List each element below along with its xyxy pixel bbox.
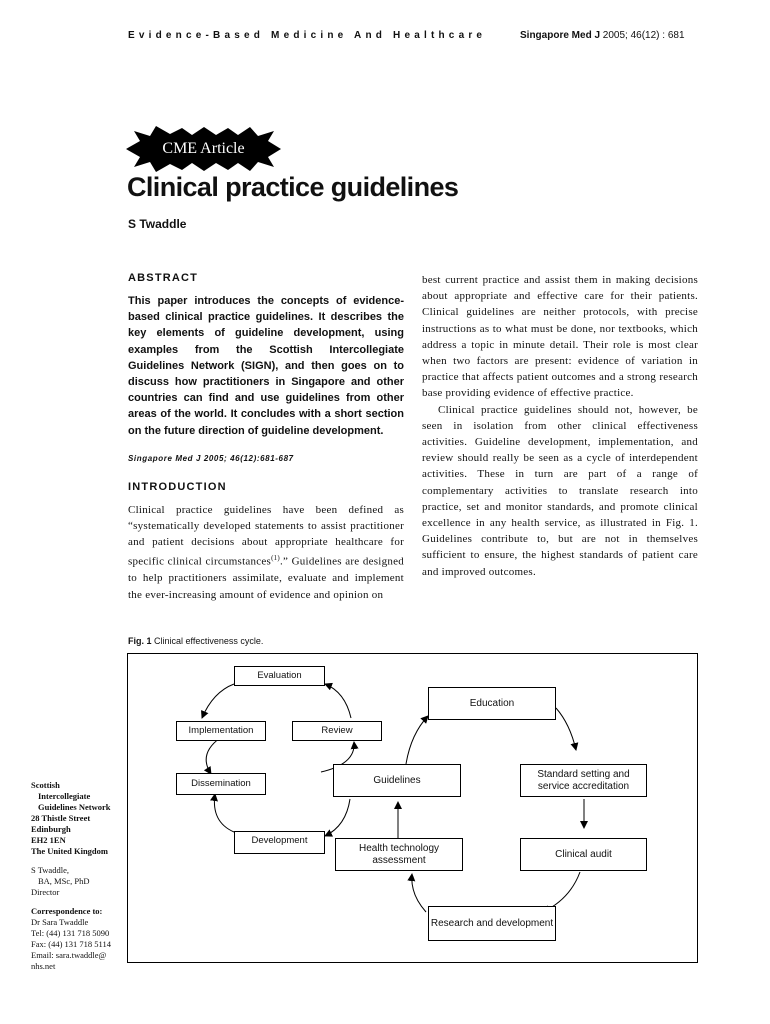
node-clinical-audit: Clinical audit [520, 838, 647, 871]
figure-caption-text: Clinical effectiveness cycle. [154, 636, 264, 646]
node-dissemination: Dissemination [176, 773, 266, 795]
address-line: The United Kingdom [31, 846, 108, 856]
node-development: Development [234, 831, 325, 854]
introduction-paragraph-2: Clinical practice guidelines should not, however, be seen in isolation from other clinical effectiveness activities. Guideline development, implementation, and review should really be seen as a cycle of interdependent activities. These in turn are part of a range of complementary activities to translate research into practice, set and monitor standards, and promote clinical excellence in any health service, as illustrated in Fig. 1. Guidelines contribute to, but are not in themselves sufficient to ensure, the highest standards of patient care and improved outcomes. [422, 403, 698, 578]
introduction-heading: INTRODUCTION [128, 480, 227, 493]
address-line: 28 Thistle Street [31, 813, 91, 823]
credential-line: BA, MSc, PhD [38, 876, 90, 886]
correspondence-email-cont[interactable]: nhs.net [31, 961, 56, 971]
arrow-development-to-dissemination [214, 794, 234, 832]
node-evaluation: Evaluation [234, 666, 325, 686]
node-review: Review [292, 721, 382, 741]
correspondence [31, 906, 123, 972]
article-title: Clinical practice guidelines [127, 172, 459, 202]
arrow-guidelines-to-development [325, 799, 350, 836]
running-head-section: Evidence-Based Medicine And Healthcare [128, 30, 487, 41]
address-line: EH2 1EN [31, 835, 66, 845]
right-column [422, 272, 698, 580]
address-line: Edinburgh [31, 824, 71, 834]
journal-name: Singapore Med J [520, 30, 601, 41]
reference-marker: (1) [271, 554, 280, 563]
arrow-education-to-standard-setting [556, 708, 576, 750]
volume-issue-page: 2005; 46(12) : 681 [602, 30, 685, 41]
left-column [128, 272, 404, 603]
correspondence-line: Dr Sara Twaddle [31, 917, 89, 927]
address-line: Scottish [31, 780, 60, 790]
arrow-review-to-evaluation [325, 684, 351, 718]
cycle-arrows [128, 654, 699, 964]
correspondence-heading: Correspondence to: [31, 906, 103, 916]
introduction-paragraph-1-continued: best current practice and assist them in making decisions about appropriate and effective care for their patients. Clinical guidelines are neither protocols, with precise instructions as to what must be done, nor textbooks, which address a topic in minute detail. Their role is most clear when two factors are present: evidence of variation in practice that affects patient outcomes and a strong research base providing evidence of effective practice. [422, 274, 698, 400]
abstract-text: This paper introduces the concepts of evidence-based clinical practice guidelines. It describes the key elements of guideline development, using examples from the Scottish Intercollegiate Guidelines Network (SIGN), and then goes on to discuss how practitioners in Singapore and other countries can find and use guidelines from other areas of the world. It concludes with a short section on the future direction of guideline development. [128, 295, 404, 437]
node-standard-setting: Standard setting and service accreditation [520, 764, 647, 797]
node-health-technology-assessment: Health technology assessment [335, 838, 463, 871]
node-implementation: Implementation [176, 721, 266, 741]
address-line: Guidelines Network [38, 802, 111, 812]
address-line: Intercollegiate [38, 791, 91, 801]
credential-line: S Twaddle, [31, 865, 69, 875]
intro-p1-text-cont: .” Guidelines are designed to help practitioners assimilate, evaluate and implement the ever-increasing amount of evidence and opinion on [128, 556, 404, 601]
abstract-heading: ABSTRACT [128, 272, 199, 284]
node-guidelines: Guidelines [333, 764, 461, 797]
author-credentials [31, 865, 123, 898]
affiliation-address [31, 780, 123, 857]
abstract-citation: Singapore Med J 2005; 46(12):681-687 [128, 453, 294, 463]
running-head-citation [520, 30, 685, 41]
cme-badge-label: CME Article [162, 140, 245, 157]
arrow-guidelines-to-education [406, 716, 428, 764]
intro-p1-text: Clinical practice guidelines have been defined as “systematically developed statements to assist practitioner and patient decisions about appropriate healthcare for specific clinical circumstances [128, 503, 404, 569]
credential-line: Director [31, 887, 60, 897]
clinical-effectiveness-cycle-diagram [127, 653, 698, 963]
author-affiliation-sidebar [31, 780, 123, 972]
arrow-evaluation-to-implementation [202, 684, 234, 718]
correspondence-line: Tel: (44) 131 718 5090 [31, 928, 110, 938]
correspondence-email[interactable]: Email: sara.twaddle@ [31, 950, 107, 960]
article-author: S Twaddle [128, 217, 187, 231]
arrow-implementation-to-dissemination [206, 738, 220, 774]
correspondence-line: Fax: (44) 131 718 5114 [31, 939, 111, 949]
arrow-research-to-hta [412, 874, 426, 912]
figure-label: Fig. 1 [128, 636, 152, 646]
introduction-paragraph-1 [128, 502, 404, 603]
figure-caption [128, 636, 263, 646]
node-education: Education [428, 687, 556, 720]
node-research-and-development: Research and development [428, 906, 556, 941]
